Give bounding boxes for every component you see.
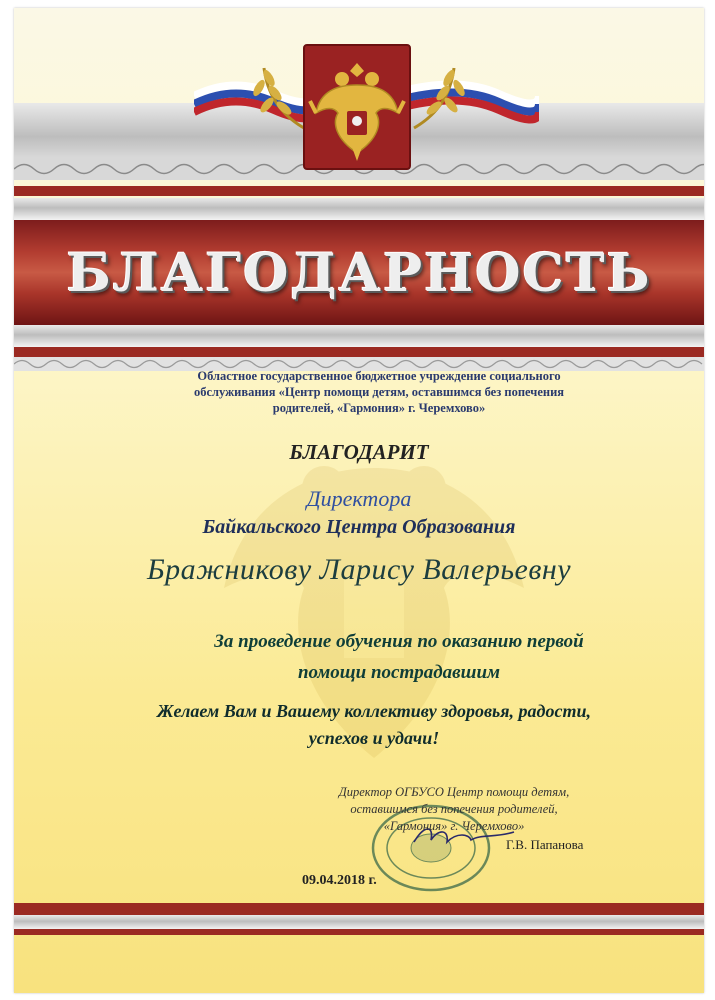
wish-line-2: успехов и удачи! bbox=[308, 728, 440, 748]
signature-line-3: «Гармония» г. Черемхово» bbox=[383, 819, 525, 833]
russian-coat-of-arms-icon bbox=[302, 43, 412, 171]
certificate-title: БЛАГОДАРНОСТЬ bbox=[66, 243, 652, 304]
wish-text bbox=[134, 698, 614, 752]
reason-line-1: За проведение обучения по оказанию первой bbox=[214, 631, 584, 652]
wish-line-1: Желаем Вам и Вашему коллективу здоровья, радости, bbox=[157, 701, 591, 721]
reason-line-2: помощи пострадавшим bbox=[297, 662, 501, 683]
red-line-upper bbox=[14, 186, 704, 196]
signature-line-1: Директор ОГБУСО Центр помощи детям, bbox=[338, 785, 570, 799]
bottom-red-thin-line bbox=[14, 929, 704, 935]
laurel-branch-right-icon bbox=[409, 63, 469, 133]
recipient-name: Бражникову Ларису Валерьевну bbox=[146, 553, 572, 586]
thanks-verb: БЛАГОДАРИТ bbox=[289, 440, 429, 464]
silver-strip-upper bbox=[14, 198, 704, 220]
laurel-branch-left-icon bbox=[249, 63, 309, 133]
organization-text: Областное государственное бюджетное учреждение социального обслуживания «Центр помощи детям, оставшимся без попечения родителей, «Гармония» г. Черемхово» bbox=[193, 369, 565, 415]
bottom-red-line bbox=[14, 903, 704, 915]
red-line-lower bbox=[14, 347, 704, 357]
silver-strip-lower bbox=[14, 325, 704, 347]
certificate-sheet bbox=[14, 8, 704, 993]
signer-name: Г.В. Папанова bbox=[506, 837, 584, 852]
recipient-organization: Байкальского Центра Образования bbox=[202, 516, 516, 538]
reason-text bbox=[164, 626, 634, 688]
recipient-position: Директора bbox=[306, 486, 412, 511]
bottom-silver-strip bbox=[14, 915, 704, 929]
issue-date: 09.04.2018 г. bbox=[302, 873, 377, 888]
signature-block bbox=[294, 784, 614, 835]
signature-line-2: оставшимся без попечения родителей, bbox=[350, 802, 558, 816]
